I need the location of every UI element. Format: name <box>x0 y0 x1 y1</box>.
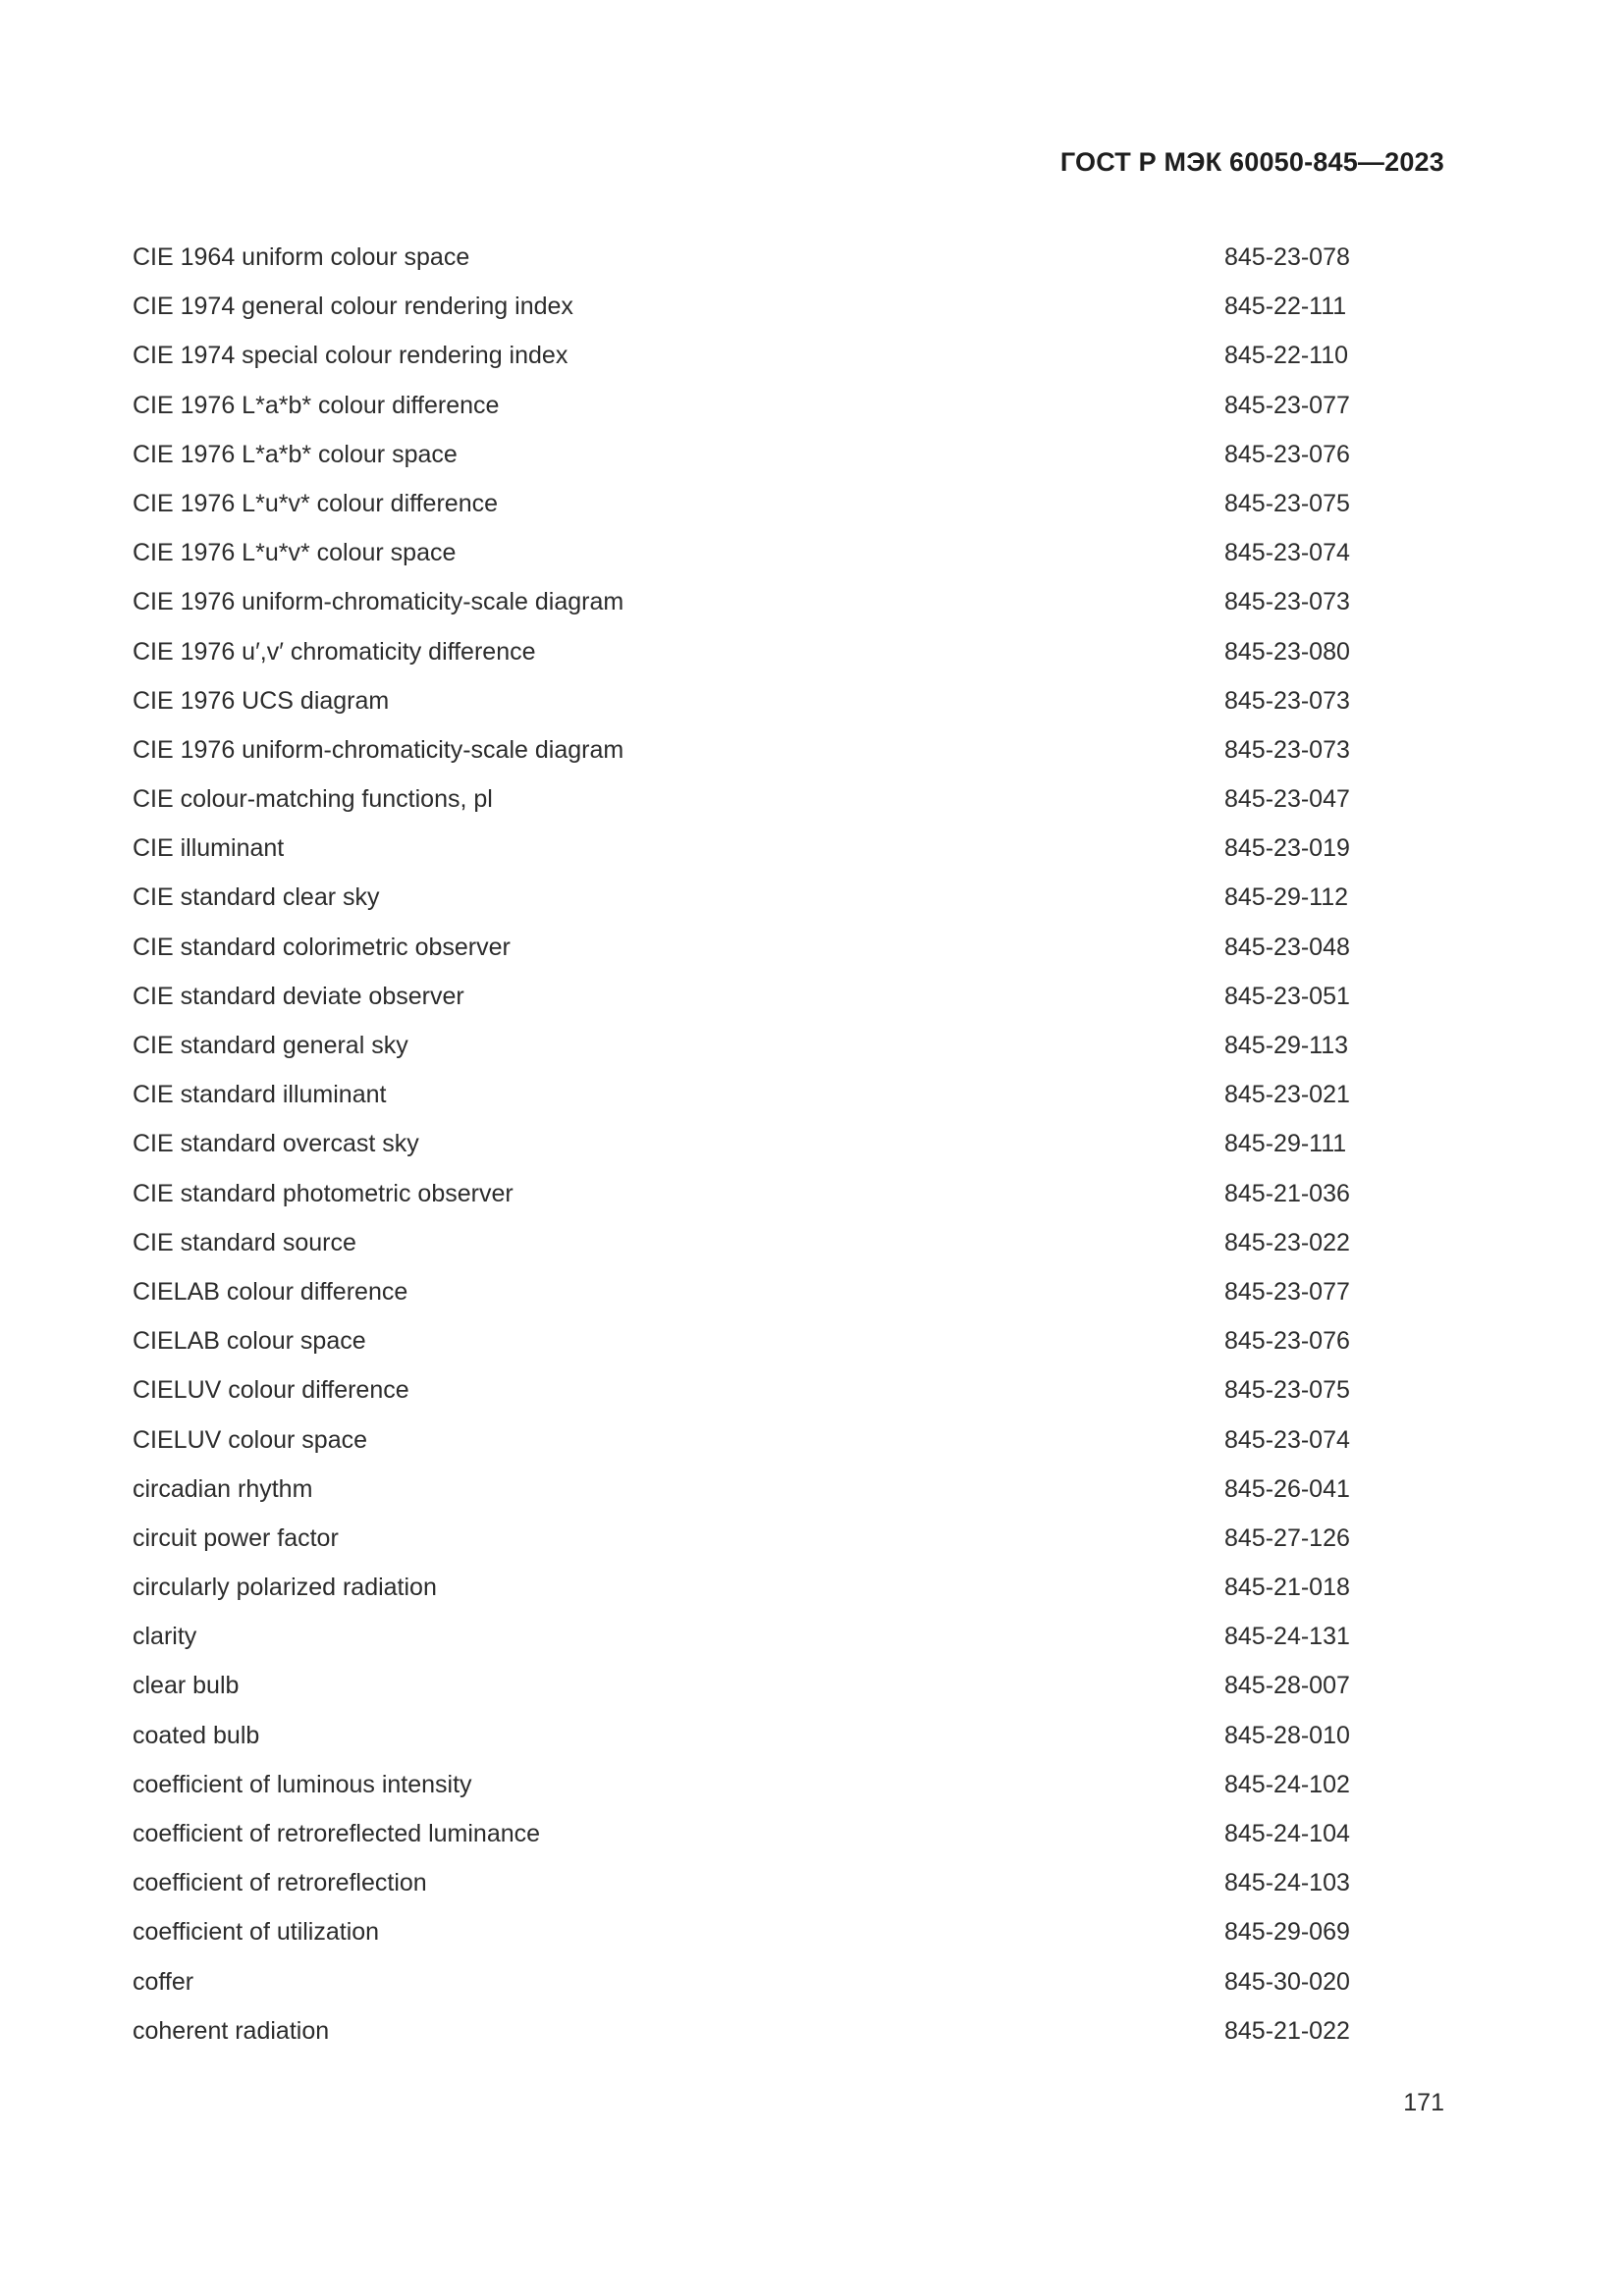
index-term: clear bulb <box>133 1672 240 1700</box>
index-term: CIELAB colour difference <box>133 1277 408 1306</box>
index-entry <box>133 334 1448 383</box>
index-entry <box>133 580 1448 629</box>
index-reference-number: 845-21-036 <box>1224 1179 1350 1207</box>
index-term: CIE 1976 L*a*b* colour space <box>133 440 458 468</box>
index-entry <box>133 1073 1448 1122</box>
index-reference-number: 845-23-022 <box>1224 1228 1350 1256</box>
index-entry <box>133 1714 1448 1763</box>
index-reference-number: 845-23-080 <box>1224 637 1350 666</box>
index-term: CIELAB colour space <box>133 1327 366 1356</box>
index-term: CIE 1974 general colour rendering index <box>133 293 573 321</box>
index-entry <box>133 1172 1448 1221</box>
page-number: 171 <box>1403 2089 1444 2116</box>
index-term: coefficient of retroreflected luminance <box>133 1820 541 1847</box>
index-reference-number: 845-23-019 <box>1224 834 1350 863</box>
index-reference-number: 845-23-078 <box>1224 243 1350 271</box>
index-term: CIE standard clear sky <box>133 883 380 912</box>
index-reference-number: 845-28-007 <box>1224 1672 1350 1700</box>
index-term: CIE colour-matching functions, pl <box>133 785 493 814</box>
index-entry <box>133 630 1448 679</box>
index-term: coefficient of utilization <box>133 1918 380 1947</box>
index-reference-number: 845-22-111 <box>1224 293 1347 321</box>
index-entry <box>133 926 1448 975</box>
index-entry <box>133 1910 1448 1959</box>
index-reference-number: 845-21-018 <box>1224 1574 1350 1602</box>
index-term: CIE 1976 uniform-chromaticity-scale diagram <box>133 588 624 616</box>
index-entry <box>133 1812 1448 1861</box>
index-term: circularly polarized radiation <box>133 1574 437 1602</box>
index-reference-number: 845-29-112 <box>1224 883 1349 912</box>
index-term: circadian rhythm <box>133 1474 313 1503</box>
index-entry <box>133 975 1448 1024</box>
index-reference-number: 845-23-073 <box>1224 588 1350 616</box>
index-entry <box>133 728 1448 777</box>
index-reference-number: 845-23-077 <box>1224 391 1350 419</box>
index-reference-number: 845-30-020 <box>1224 1967 1350 1996</box>
index-term: CIE 1974 special colour rendering index <box>133 342 568 370</box>
index-reference-number: 845-23-047 <box>1224 785 1350 814</box>
index-entry <box>133 777 1448 827</box>
index-reference-number: 845-23-074 <box>1224 1425 1350 1454</box>
index-entry <box>133 1122 1448 1171</box>
index-reference-number: 845-21-022 <box>1224 2016 1350 2045</box>
index-reference-number: 845-27-126 <box>1224 1523 1350 1552</box>
index-entry <box>133 482 1448 531</box>
index-term: CIE standard colorimetric observer <box>133 933 511 961</box>
index-entry <box>133 679 1448 728</box>
index-term: CIE standard source <box>133 1228 356 1256</box>
index-entry <box>133 285 1448 334</box>
index-reference-number: 845-24-103 <box>1224 1869 1350 1897</box>
index-entry <box>133 1418 1448 1468</box>
index-entry <box>133 1664 1448 1713</box>
index-term: CIE standard photometric observer <box>133 1179 514 1207</box>
index-reference-number: 845-23-076 <box>1224 1327 1350 1356</box>
index-entry <box>133 1861 1448 1910</box>
index-term: clarity <box>133 1623 197 1651</box>
index-term: CIE 1976 u′,v′ chromaticity difference <box>133 637 536 666</box>
index-entry <box>133 236 1448 285</box>
index-entry <box>133 531 1448 580</box>
index-term: CIE standard deviate observer <box>133 982 464 1010</box>
index-reference-number: 845-24-131 <box>1224 1623 1350 1651</box>
index-reference-number: 845-24-102 <box>1224 1770 1350 1798</box>
index-term: coefficient of retroreflection <box>133 1869 427 1897</box>
index-entry <box>133 1024 1448 1073</box>
index-entry <box>133 1468 1448 1517</box>
term-index-list <box>133 236 1448 2058</box>
index-entry <box>133 1615 1448 1664</box>
index-reference-number: 845-23-075 <box>1224 489 1350 517</box>
index-term: CIE 1976 UCS diagram <box>133 686 390 715</box>
index-entry <box>133 433 1448 482</box>
index-reference-number: 845-28-010 <box>1224 1721 1350 1749</box>
index-reference-number: 845-23-021 <box>1224 1081 1350 1109</box>
index-term: CIELUV colour difference <box>133 1376 409 1405</box>
index-term: CIE 1976 L*u*v* colour difference <box>133 489 498 517</box>
index-term: CIE 1964 uniform colour space <box>133 243 470 271</box>
index-term: coated bulb <box>133 1721 260 1749</box>
index-reference-number: 845-24-104 <box>1224 1820 1350 1847</box>
index-reference-number: 845-23-051 <box>1224 982 1350 1010</box>
index-term: coffer <box>133 1967 194 1996</box>
index-reference-number: 845-23-077 <box>1224 1277 1350 1306</box>
index-entry <box>133 1368 1448 1417</box>
index-reference-number: 845-23-048 <box>1224 933 1350 961</box>
index-reference-number: 845-29-069 <box>1224 1918 1350 1947</box>
index-term: CIELUV colour space <box>133 1425 368 1454</box>
standard-header: ГОСТ Р МЭК 60050-845—2023 <box>1059 147 1444 177</box>
index-reference-number: 845-23-075 <box>1224 1376 1350 1405</box>
index-term: CIE standard illuminant <box>133 1081 387 1109</box>
index-entry <box>133 1763 1448 1812</box>
index-reference-number: 845-23-073 <box>1224 735 1350 764</box>
index-term: coherent radiation <box>133 2016 330 2045</box>
index-reference-number: 845-22-110 <box>1224 342 1349 370</box>
index-term: CIE 1976 L*a*b* colour difference <box>133 391 500 419</box>
index-entry <box>133 1517 1448 1566</box>
index-term: CIE standard general sky <box>133 1032 408 1059</box>
index-reference-number: 845-29-113 <box>1224 1032 1349 1059</box>
index-term: CIE 1976 uniform-chromaticity-scale diagram <box>133 735 624 764</box>
index-reference-number: 845-23-073 <box>1224 686 1350 715</box>
index-entry <box>133 1566 1448 1615</box>
index-entry <box>133 1319 1448 1368</box>
index-term: CIE illuminant <box>133 834 285 863</box>
index-term: circuit power factor <box>133 1523 339 1552</box>
index-term: CIE 1976 L*u*v* colour space <box>133 539 457 567</box>
index-entry <box>133 827 1448 876</box>
index-term: CIE standard overcast sky <box>133 1130 419 1158</box>
index-reference-number: 845-23-074 <box>1224 539 1350 567</box>
index-term: coefficient of luminous intensity <box>133 1770 472 1798</box>
index-entry <box>133 1960 1448 2009</box>
index-entry <box>133 384 1448 433</box>
index-reference-number: 845-23-076 <box>1224 440 1350 468</box>
index-entry <box>133 1270 1448 1319</box>
index-entry <box>133 1221 1448 1270</box>
index-entry <box>133 2009 1448 2058</box>
index-entry <box>133 876 1448 925</box>
index-reference-number: 845-29-111 <box>1224 1130 1347 1158</box>
index-reference-number: 845-26-041 <box>1224 1474 1350 1503</box>
